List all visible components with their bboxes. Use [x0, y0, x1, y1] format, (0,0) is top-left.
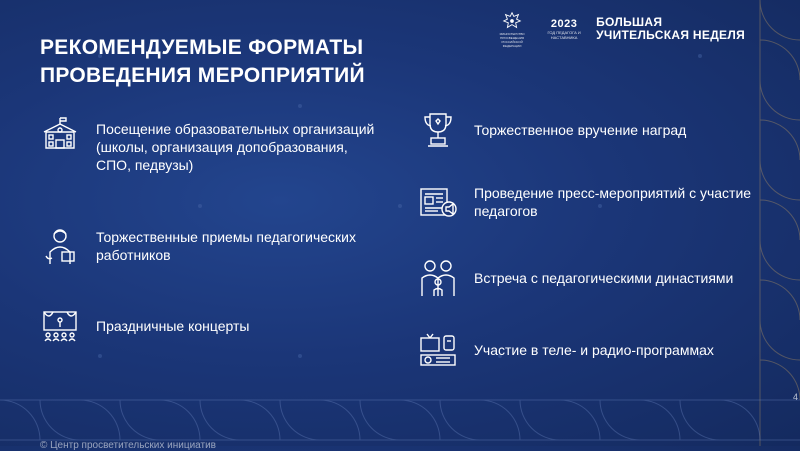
footer-copyright: © Центр просветительских инициатив	[40, 440, 216, 451]
format-item-receptions	[40, 226, 380, 266]
ministry-logo	[492, 10, 532, 48]
format-item-press	[418, 182, 758, 222]
format-item-dynasties	[418, 258, 758, 298]
format-item-label: Праздничные концерты	[96, 318, 250, 334]
week-logo	[596, 16, 745, 42]
ministry-text: МИНИСТЕРСТВО ПРОСВЕЩЕНИЯ РОССИЙСКОЙ ФЕДЕРАЦИИ	[499, 32, 525, 48]
format-item-label: Участие в теле- и радио-программах	[474, 342, 714, 358]
concert-stage-icon	[40, 306, 80, 346]
school-building-icon	[40, 114, 80, 154]
page-title	[40, 34, 420, 90]
week-logo-line1: БОЛЬШАЯ	[596, 15, 663, 29]
header-logos	[492, 10, 745, 48]
family-dynasty-icon	[418, 258, 458, 298]
format-item-concerts	[40, 306, 380, 346]
tv-radio-icon	[418, 330, 458, 370]
year-logo	[546, 18, 582, 40]
page-number: 4	[792, 392, 798, 402]
format-item-awards	[418, 110, 758, 150]
eagle-emblem-icon	[501, 10, 523, 32]
format-item-label: Встреча с педагогическими династиями	[474, 270, 734, 286]
format-item-school-visits	[40, 114, 380, 174]
format-item-label: Торжественные приемы педагогических работников	[96, 229, 356, 263]
year-logo-number: 2023	[550, 18, 578, 30]
format-item-label: Посещение образовательных организаций (школы, организация допобразования, СПО, педвузы)	[96, 121, 375, 173]
format-item-label: Торжественное вручение наград	[474, 122, 687, 138]
title-line-2: ПРОВЕДЕНИЯ МЕРОПРИЯТИЙ	[40, 64, 365, 87]
award-cup-icon	[418, 110, 458, 150]
format-item-label: Проведение пресс-мероприятий с участие педагогов	[474, 185, 752, 219]
teacher-reception-icon	[40, 226, 80, 266]
year-logo-text: ГОД ПЕДАГОГА И НАСТАВНИКА	[547, 30, 581, 40]
press-conference-icon	[418, 182, 458, 222]
title-line-1: РЕКОМЕНДУЕМЫЕ ФОРМАТЫ	[40, 36, 364, 59]
week-logo-line2: УЧИТЕЛЬСКАЯ НЕДЕЛЯ	[596, 28, 745, 42]
format-item-tv-radio	[418, 330, 758, 370]
